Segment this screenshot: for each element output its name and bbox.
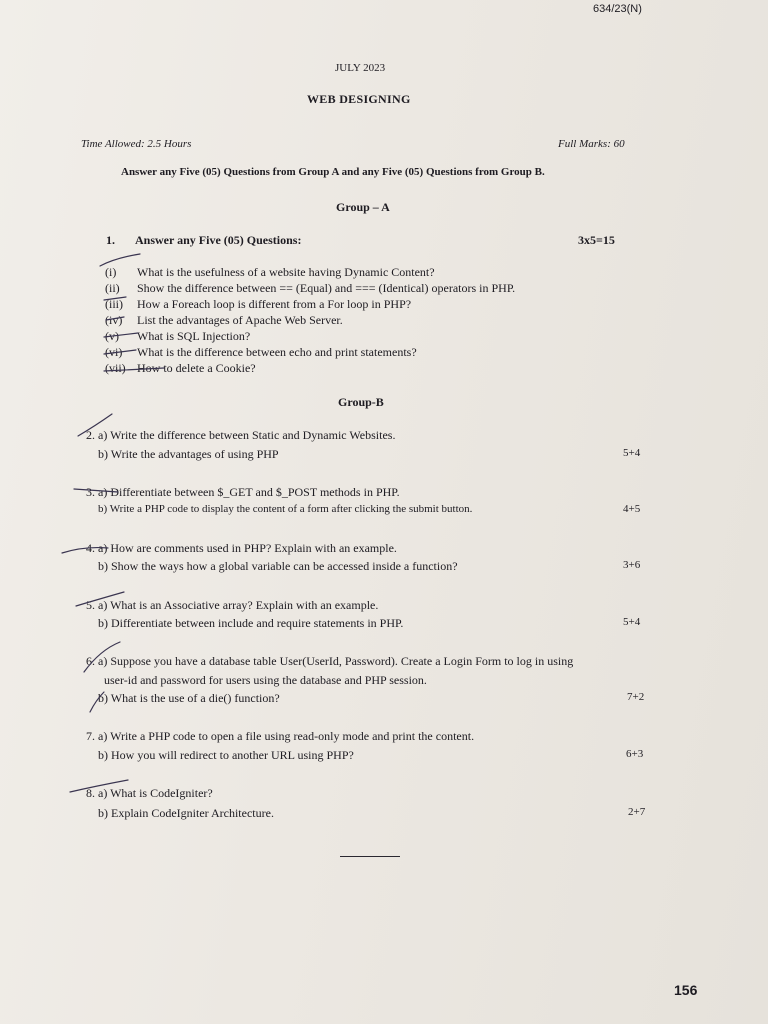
question-2-part-b: b) Write the advantages of using PHP <box>98 447 279 461</box>
question-number: 8. <box>86 786 95 800</box>
pen-stroke <box>100 254 140 266</box>
exam-date: JULY 2023 <box>335 62 386 74</box>
pen-stroke <box>84 642 120 672</box>
pen-stroke <box>74 489 118 492</box>
group-b-title: Group-B <box>338 395 384 409</box>
question-1-marks: 3x5=15 <box>578 233 615 247</box>
general-instruction: Answer any Five (05) Questions from Group A and any Five (05) Questions from Group B. <box>121 166 545 178</box>
question-text: a) What is CodeIgniter? <box>98 786 213 800</box>
item-text: What is SQL Injection? <box>137 329 251 343</box>
question-1-number: 1. <box>106 233 115 247</box>
pen-stroke <box>106 317 124 320</box>
question-4-marks: 3+6 <box>623 559 641 571</box>
pen-stroke <box>70 780 128 792</box>
item-number: (v) <box>105 329 119 343</box>
question-7-part-b: b) How you will redirect to another URL using PHP? <box>98 748 354 762</box>
question-text: a) What is an Associative array? Explain with an example. <box>98 598 379 612</box>
item-number: (i) <box>105 265 117 279</box>
pen-stroke <box>76 592 124 606</box>
pen-stroke <box>62 548 108 553</box>
question-text: a) Write the difference between Static and Dynamic Websites. <box>98 428 396 442</box>
question-number: 7. <box>86 729 95 743</box>
subject-title: WEB DESIGNING <box>307 92 411 106</box>
item-number: (vi) <box>105 345 123 359</box>
pen-stroke <box>90 692 104 712</box>
item-number: (ii) <box>105 281 120 295</box>
question-number: 2. <box>86 428 95 442</box>
pen-stroke <box>78 414 112 436</box>
question-number: 3. <box>86 485 95 499</box>
question-4-part-b: b) Show the ways how a global variable can be accessed inside a function? <box>98 559 458 573</box>
question-3-marks: 4+5 <box>623 503 641 515</box>
question-7-marks: 6+3 <box>626 748 644 760</box>
question-text: a) Suppose you have a database table User(UserId, Password). Create a Login Form to log in using <box>98 654 574 668</box>
full-marks: Full Marks: 60 <box>558 138 625 150</box>
item-text: List the advantages of Apache Web Server. <box>137 313 343 327</box>
question-number: 6. <box>86 654 95 668</box>
question-text: a) How are comments used in PHP? Explain with an example. <box>98 541 397 555</box>
question-6-marks: 7+2 <box>627 691 645 703</box>
question-8-marks: 2+7 <box>628 806 646 818</box>
pen-stroke <box>104 350 136 354</box>
question-text: a) Differentiate between $_GET and $_POST methods in PHP. <box>98 485 400 499</box>
item-text: What is the usefulness of a website having Dynamic Content? <box>137 265 435 279</box>
time-allowed: Time Allowed: 2.5 Hours <box>81 138 192 150</box>
item-text: Show the difference between == (Equal) and === (Identical) operators in PHP. <box>137 281 516 295</box>
question-6-part-b: b) What is the use of a die() function? <box>98 691 280 705</box>
item-number: (vii) <box>105 361 126 375</box>
question-number: 5. <box>86 598 95 612</box>
pen-stroke <box>104 368 164 371</box>
item-text: How to delete a Cookie? <box>137 361 256 375</box>
pen-stroke <box>104 333 138 337</box>
item-text: What is the difference between echo and print statements? <box>137 345 417 359</box>
item-text: How a Foreach loop is different from a For loop in PHP? <box>137 297 412 311</box>
question-5-marks: 5+4 <box>623 616 641 628</box>
question-1-instruction: Answer any Five (05) Questions: <box>135 233 302 247</box>
item-number: (iii) <box>105 297 123 311</box>
question-6-part-a-continued: user-id and password for users using the database and PHP session. <box>104 673 427 687</box>
paper-code: 634/23(N) <box>593 3 642 15</box>
question-3-part-b: b) Write a PHP code to display the content of a form after clicking the submit button. <box>98 503 473 515</box>
page-number: 156 <box>674 982 698 998</box>
question-text: a) Write a PHP code to open a file using read-only mode and print the content. <box>98 729 475 743</box>
question-5-part-b: b) Differentiate between include and require statements in PHP. <box>98 616 404 630</box>
question-2-marks: 5+4 <box>623 447 641 459</box>
question-number: 4. <box>86 541 95 555</box>
item-number: (iv) <box>105 313 123 327</box>
pen-stroke <box>104 297 126 300</box>
group-a-title: Group – A <box>336 200 390 214</box>
question-8-part-b: b) Explain CodeIgniter Architecture. <box>98 806 274 820</box>
